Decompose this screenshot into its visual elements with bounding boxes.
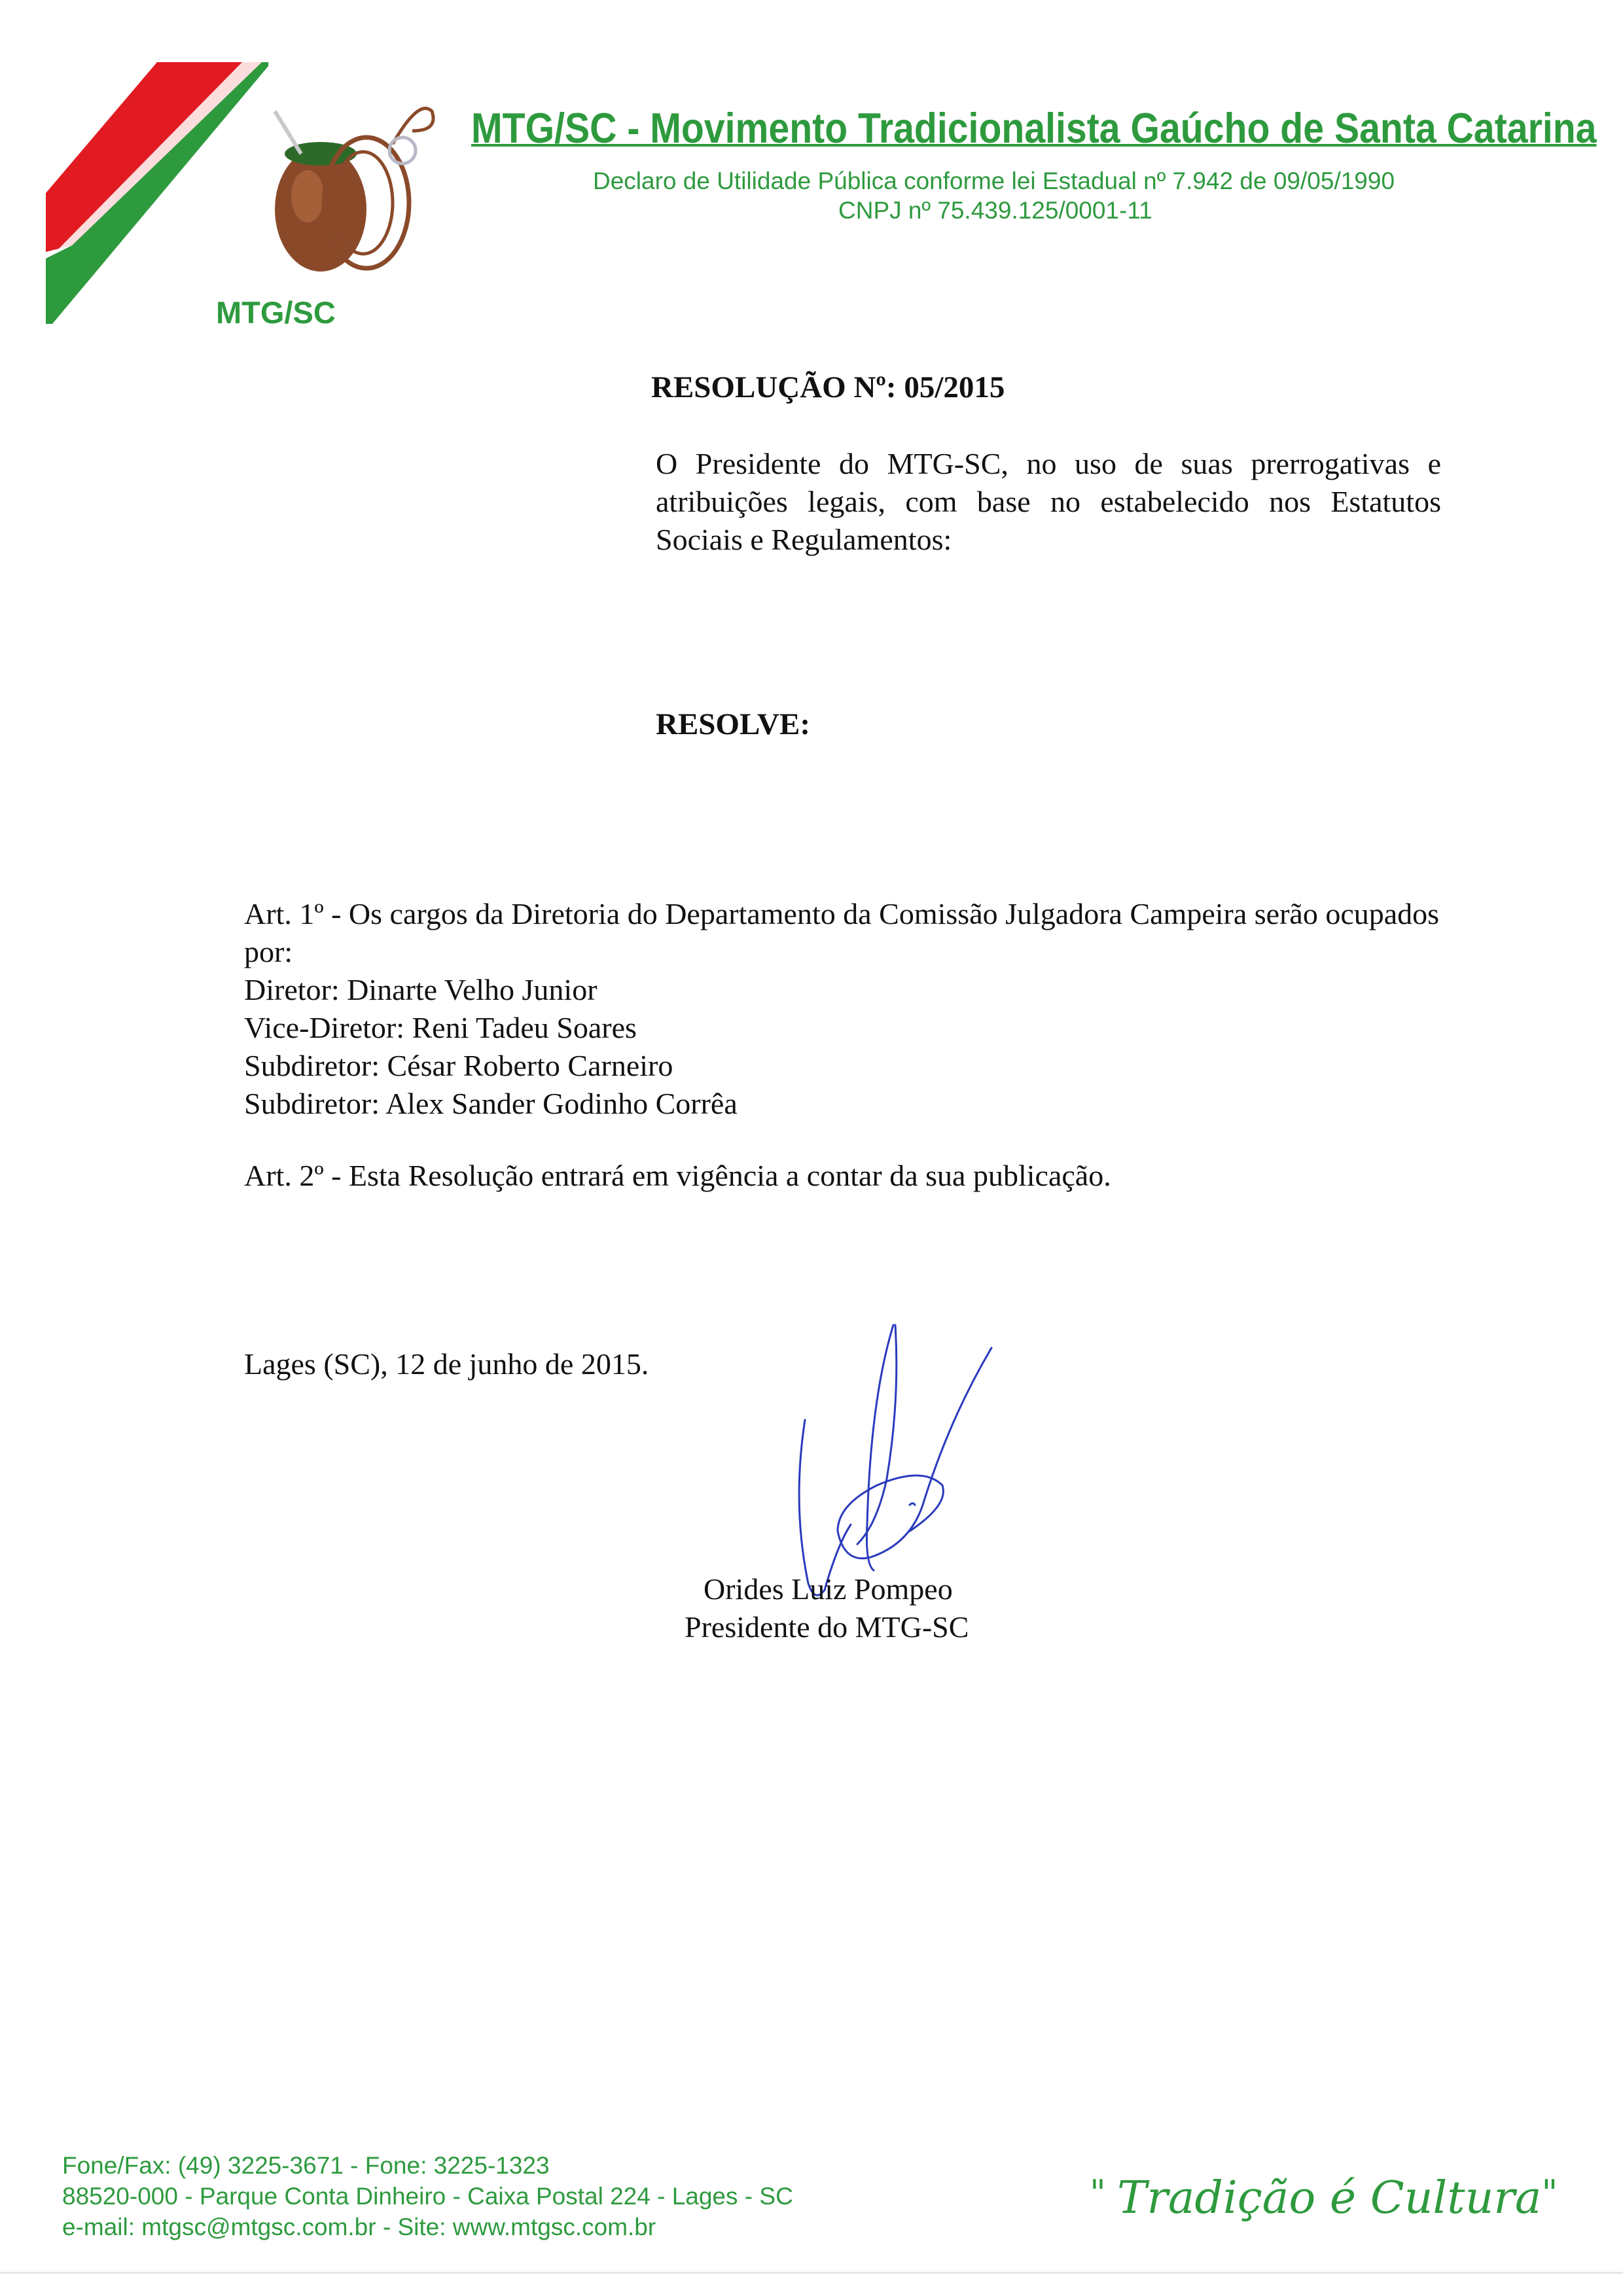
bottom-divider (0, 2272, 1623, 2274)
article-1-positions (244, 971, 738, 1123)
footer-address: 88520-000 - Parque Conta Dinheiro - Caixa Postal 224 - Lages - SC (62, 2183, 793, 2210)
footer-phones: Fone/Fax: (49) 3225-3671 - Fone: 3225-1323 (62, 2152, 550, 2179)
cnpj-number: CNPJ nº 75.439.125/0001-11 (838, 197, 1152, 224)
flag-logo (46, 62, 268, 324)
position-vice-director: Vice-Diretor: Reni Tadeu Soares (244, 1011, 637, 1044)
public-utility-decree: Declaro de Utilidade Pública conforme lei Estadual nº 7.942 de 09/05/1990 (593, 168, 1395, 194)
place-and-date: Lages (SC), 12 de junho de 2015. (244, 1347, 649, 1381)
motto: " Tradição é Cultura" (1090, 2172, 1558, 2224)
position-subdirector-2: Subdiretor: Alex Sander Godinho Corrêa (244, 1087, 738, 1120)
position-subdirector-1: Subdiretor: César Roberto Carneiro (244, 1049, 673, 1082)
motto-text: Tradição é Cultura (1117, 2172, 1542, 2224)
resolve-heading: RESOLVE: (656, 707, 810, 741)
article-1-intro: Art. 1º - Os cargos da Diretoria do Departamento da Comissão Julgadora Campeira serão ocupados por: (244, 897, 1440, 968)
footer-email-site: e-mail: mtgsc@mtgsc.com.br - Site: www.mtgsc.com.br (62, 2214, 656, 2240)
article-2: Art. 2º - Esta Resolução entrará em vigência a contar da sua publicação. (244, 1159, 1111, 1192)
footer-contact-block (62, 2150, 793, 2242)
preamble-paragraph: O Presidente do MTG-SC, no uso de suas prerrogativas e atribuições legais, com base no estabelecido nos Estatutos Sociais e Regulamentos: (656, 447, 1441, 556)
position-director: Diretor: Dinarte Velho Junior (244, 973, 597, 1006)
signer-role: Presidente do MTG-SC (685, 1610, 969, 1644)
signer-name: Orides Luiz Pompeo (704, 1572, 953, 1606)
logo-caption: MTG/SC (216, 295, 336, 330)
organization-title: MTG/SC - Movimento Tradicionalista Gaúcho de Santa Catarina (471, 104, 1597, 152)
resolution-title: RESOLUÇÃO Nº: 05/2015 (651, 370, 1005, 404)
mate-gourd-logo (236, 92, 452, 308)
